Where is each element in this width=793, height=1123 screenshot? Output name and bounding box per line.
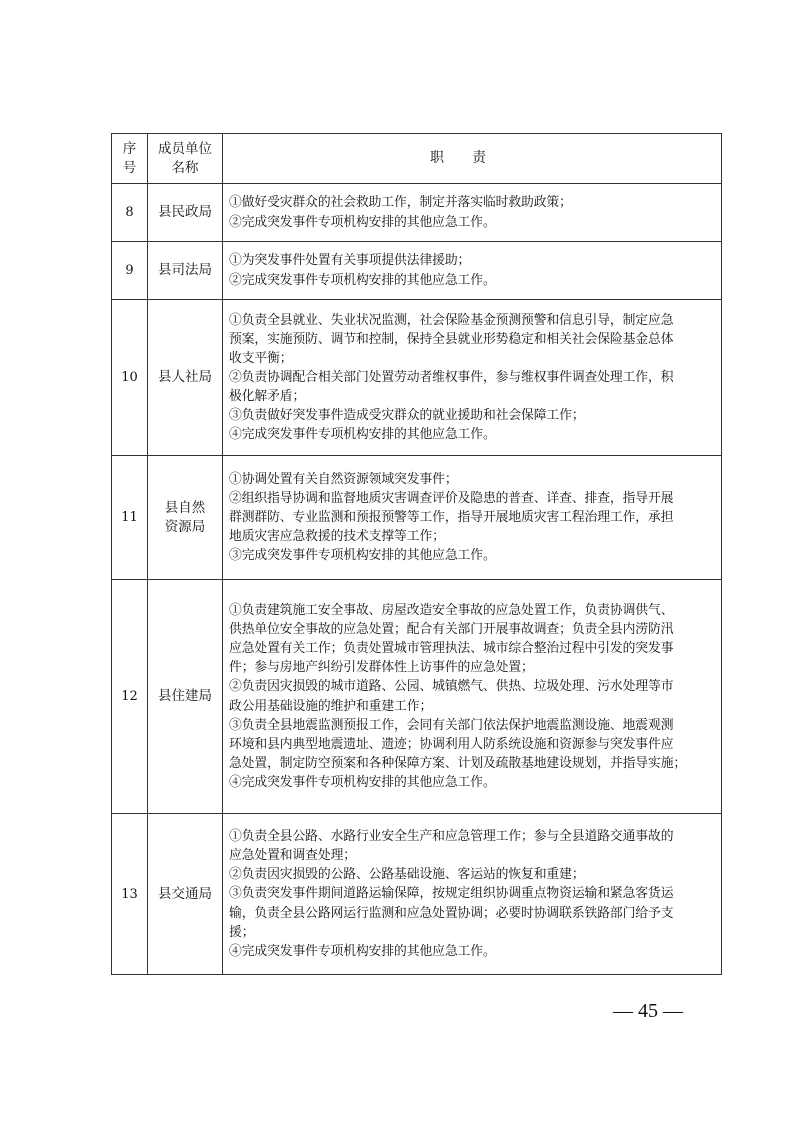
header-unit-line-1: 成员单位 xyxy=(158,140,212,157)
duty-description xyxy=(223,580,722,814)
table-header-row xyxy=(112,134,722,184)
member-unit xyxy=(148,580,223,814)
duty-line: ①负责建筑施工安全事故、房屋改造安全事故的应急处置工作，负责协调供气、 xyxy=(229,603,674,619)
member-unit-line: 县人社局 xyxy=(158,369,212,385)
row-number: 13 xyxy=(112,814,148,975)
row-number: 10 xyxy=(112,300,148,456)
duty-line: 输，负责全县公路网运行监测和应急处置协调；必要时协调联系铁路部门给予支 xyxy=(229,905,674,921)
header-unit xyxy=(148,134,223,184)
table-row xyxy=(112,580,722,814)
duty-description xyxy=(223,300,722,456)
member-unit-line: 县交通局 xyxy=(158,885,212,902)
header-seq-line-1: 序 xyxy=(122,140,137,157)
header-seq-line-2: 号 xyxy=(122,159,137,176)
duty-table xyxy=(111,133,722,975)
duty-line: ①负责全县公路、水路行业安全生产和应急管理工作；参与全县道路交通事故的 xyxy=(229,829,674,845)
duty-line: 供热单位安全事故的应急处置；配合有关部门开展事故调查；负责全县内涝防汛 xyxy=(229,622,674,638)
duty-description xyxy=(223,184,722,242)
member-unit xyxy=(148,300,223,456)
duty-line: ①负责全县就业、失业状况监测，社会保险基金预测预警和信息引导，制定应急 xyxy=(229,312,674,328)
row-number: 8 xyxy=(112,184,148,242)
duty-line: ③负责全县地震监测预报工作，会同有关部门依法保护地震监测设施、地震观测 xyxy=(229,717,674,733)
duty-line: ①为突发事件处置有关事项提供法律援助； xyxy=(229,253,471,269)
page-number: — 45 — xyxy=(613,1000,683,1022)
duty-line: 政公用基础设施的维护和重建工作； xyxy=(229,698,433,714)
duty-line: ②完成突发事件专项机构安排的其他应急工作。 xyxy=(229,272,496,288)
duty-line: ③负责突发事件期间道路运输保障，按规定组织协调重点物资运输和紧急客货运 xyxy=(229,886,674,902)
duty-line: ②完成突发事件专项机构安排的其他应急工作。 xyxy=(229,214,496,230)
duty-line: 援； xyxy=(229,924,255,940)
table-row xyxy=(112,184,722,242)
duty-line: 预案，实施预防、调节和控制，保持全县就业形势稳定和相关社会保险基金总体 xyxy=(229,331,674,347)
duty-line: 群测群防、专业监测和预报预警等工作，指导开展地质灾害工程治理工作，承担 xyxy=(229,509,674,525)
duty-line: ④完成突发事件专项机构安排的其他应急工作。 xyxy=(229,427,496,443)
member-unit-line: 县住建局 xyxy=(158,688,212,704)
duty-line: 环境和县内典型地震遗址、遗迹；协调利用人防系统设施和资源参与突发事件应 xyxy=(229,736,674,752)
member-unit-line: 县自然 xyxy=(164,499,206,516)
duty-line: 件；参与房地产纠纷引发群体性上访事件的应急处置； xyxy=(229,660,534,676)
duty-description xyxy=(223,814,722,975)
duty-description xyxy=(223,242,722,300)
duty-line: 应急处置有关工作；负责处置城市管理执法、城市综合整治过程中引发的突发事 xyxy=(229,641,674,657)
duty-line: ①协调处置有关自然资源领域突发事件； xyxy=(229,471,458,487)
duty-line: ②负责协调配合相关部门处置劳动者维权事件，参与维权事件调查处理工作，积 xyxy=(229,369,674,385)
header-unit-line-2: 名称 xyxy=(171,159,199,176)
duty-line: 急处置，制定防空预案和各种保障方案、计划及疏散基地建设规划，并指导实施； xyxy=(229,755,687,771)
duty-line: ②组织指导协调和监督地质灾害调查评价及隐患的普查、详查、排查，指导开展 xyxy=(229,490,674,506)
table-row xyxy=(112,814,722,975)
row-number: 12 xyxy=(112,580,148,814)
header-duty: 职责 xyxy=(223,134,722,184)
duty-line: ④完成突发事件专项机构安排的其他应急工作。 xyxy=(229,943,496,959)
duty-line: ②负责因灾损毁的公路、公路基础设施、客运站的恢复和重建； xyxy=(229,867,585,883)
member-unit-line: 资源局 xyxy=(164,518,206,535)
row-number: 9 xyxy=(112,242,148,300)
duty-line: 应急处置和调查处理； xyxy=(229,848,356,864)
duty-line: 收支平衡； xyxy=(229,350,293,366)
duty-line: 地质灾害应急救援的技术支撑等工作； xyxy=(229,529,445,545)
duty-line: ①做好受灾群众的社会救助工作，制定并落实临时救助政策； xyxy=(229,195,572,211)
member-unit-line: 县司法局 xyxy=(158,262,212,278)
member-unit-line: 县民政局 xyxy=(158,204,212,220)
table-row xyxy=(112,456,722,580)
duty-line: ②负责因灾损毁的城市道路、公园、城镇燃气、供热、垃圾处理、污水处理等市 xyxy=(229,679,674,695)
member-unit xyxy=(148,456,223,580)
header-seq xyxy=(112,134,148,184)
duty-line: ③完成突发事件专项机构安排的其他应急工作。 xyxy=(229,548,496,564)
member-unit xyxy=(148,184,223,242)
row-number: 11 xyxy=(112,456,148,580)
table-row xyxy=(112,242,722,300)
member-unit xyxy=(148,814,223,975)
duty-line: ③负责做好突发事件造成受灾群众的就业援助和社会保障工作； xyxy=(229,408,585,424)
table-row xyxy=(112,300,722,456)
duty-line: 极化解矛盾； xyxy=(229,389,306,405)
member-unit xyxy=(148,242,223,300)
duty-description xyxy=(223,456,722,580)
duty-line: ④完成突发事件专项机构安排的其他应急工作。 xyxy=(229,774,496,790)
